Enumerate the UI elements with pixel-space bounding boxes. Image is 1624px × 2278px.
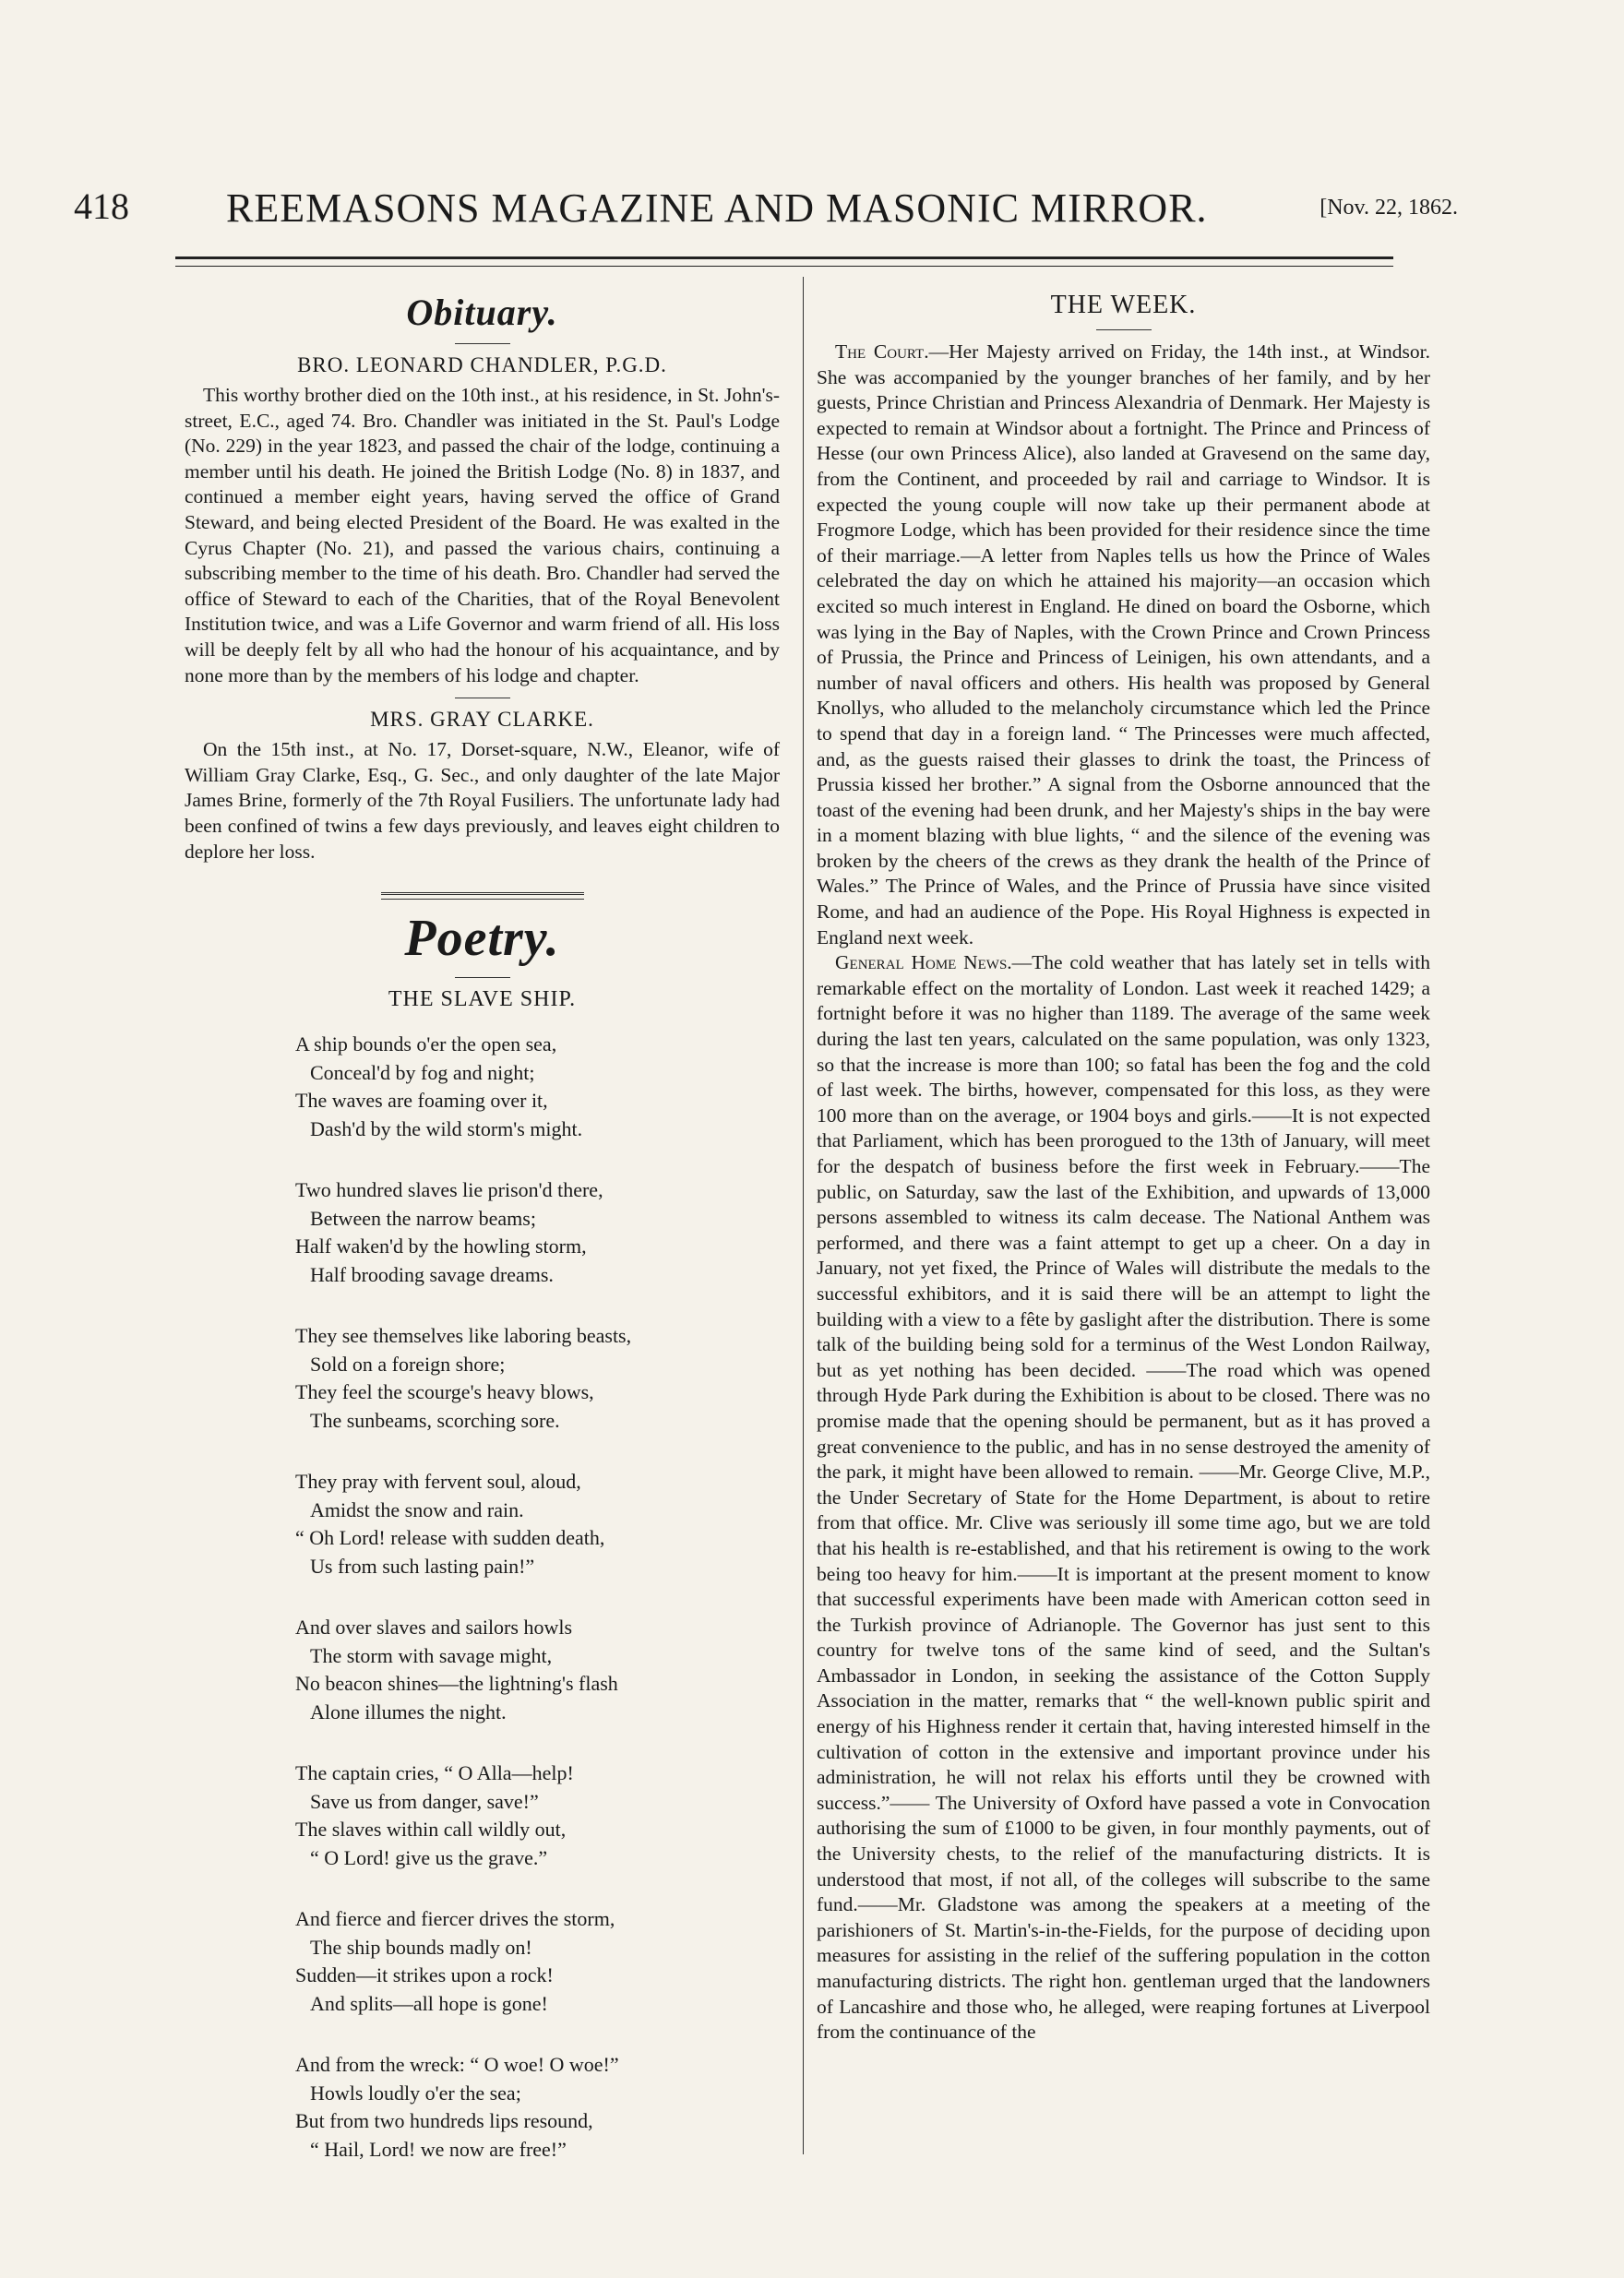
poem-line: They feel the scourge's heavy blows, (295, 1380, 594, 1404)
poem-line: The captain cries, “ O Alla—help! (295, 1761, 574, 1785)
poem-line: And splits—all hope is gone! (310, 1991, 548, 2015)
week-paragraph (817, 340, 1430, 950)
poem-line: They see themselves like laboring beasts, (295, 1324, 632, 1348)
poem-line: Us from such lasting pain!” (310, 1554, 535, 1578)
obituary-text: On the 15th inst., at No. 17, Dorset-square, N.W., Eleanor, wife of William Gray Clarke, Esq., G. Sec., and only daughter of the late Major James Brine, formerly of the 7th Royal Fusiliers. The unfortunate lady had been confined of twins a few days previously, and leaves eight children to deplore her loss. (185, 738, 780, 863)
poem-line: “ O Lord! give us the grave.” (310, 1845, 548, 1869)
poetry-heading: Poetry. (404, 910, 560, 968)
obituary-item (185, 708, 780, 865)
paragraph-text: —Her Majesty arrived on Friday, the 14th inst., at Windsor. She was accompanied by the younger branches of her family, and by her guests, Prince Christian and Princess Alexandria of Denmark. Her Majesty is expected to remain at Windsor about a fortnight. The Prince and Princess of Hesse (our own Princess Alice), also landed at Gravesend on the same day, from the Continent, and proceeded by rail and carriage to Windsor. It is expected the young couple will now take up their permanent abode at Frogmore Lodge, which has been provided for their residence since the time of their marriage.—A letter from Naples tells us how the Prince of Wales celebrated the day on which he attained his majority—an occasion which excited so much interest in England. He dined on board the Osborne, which was lying in the Bay of Naples, with the Crown Prince and Crown Princess of Prussia, the Prince and Princess of Leinigen, his own attendants, and a number of naval officers and others. His health was proposed by General Knollys, who alluded to the melancholy circumstance which led the Prince to spend that day in a foreign land. “ The Princesses were much affected, and, as the guests raised their glasses to drink the toast, the Princess of Prussia kissed her brother.” A signal from the Osborne announced that the toast of the evening had been drunk, and her Majesty's ships in the bay were in a moment blazing with blue lights, “ and the silence of the evening was broken by the cheers of the crews as they drank the health of the Prince of Wales.” The Prince of Wales, and the Prince of Prussia have since visited Rome, and had an audience of the Pope. His Royal Highness is expected in England next week. (817, 340, 1430, 948)
poem-stanza (295, 1176, 780, 1289)
poem-line: Half brooding savage dreams. (310, 1262, 554, 1286)
poem-stanza (295, 1322, 780, 1435)
header-rule-thin (175, 266, 1393, 267)
poem-line: The waves are foaming over it, (295, 1089, 548, 1113)
poem-stanza (295, 1905, 780, 2018)
poem-line: Between the narrow beams; (310, 1206, 536, 1230)
poem-line: Half waken'd by the howling storm, (295, 1234, 587, 1258)
obituary-title: MRS. GRAY CLARKE. (370, 708, 594, 732)
page-number: 418 (74, 185, 129, 227)
header-rule-thick (175, 256, 1393, 259)
week-heading: THE WEEK. (1050, 291, 1197, 319)
poem-line: And from the wreck: “ O woe! O woe!” (295, 2053, 619, 2077)
paragraph-text: —The cold weather that has lately set in tells with remarkable effect on the mortality of London. Last week it reached 1429; a fortnight before it was no higher than 1189. The average of the same week during the last ten years, calculated on the same population, was only 1323, so that the increase is more than 100; so fatal has been the fog and the cold of last week. The births, however, compensated for this loss, as they were 100 more than on the average, or 1904 boys and girls.——It is not expected that Parliament, which has been prorogued to the 13th of January, will meet for the despatch of business before the first week in February.——The public, on Saturday, saw the last of the Exhibition, and upwards of 13,000 persons assembled to witness its calm decease. The National Anthem was performed, and there was a faint attempt to get up a cheer. On a day in January, not yet fixed, the Prince of Wales will distribute the medals to the successful exhibitors, and it is said there will be an attempt to light the building with a view to a fête by gaslight after the distribution. There is some talk of the building being sold for a terminus of the West London Railway, but as yet nothing has been decided. ——The road which was opened through Hyde Park during the Exhibition is about to be closed. There was no promise made that the opening should be permanent, but as it has proved a great convenience to the public, and has in no sense destroyed the amenity of the park, it might have been allowed to remain. ——Mr. George Clive, M.P., the Under Secretary of State for the Home Department, is about to retire from that office. Mr. Clive was seriously ill some time ago, but we are told that his health is re-established, and that his retirement is owing to the work being too heavy for him.——It is important at the present moment to know that successful experiments have been made with American cotton seed in the Turkish province of Adrianople. The Governor has just sent to this country for twelve tons of the same kind of seed, and the Sultan's Ambassador in London, in seeking the assistance of the Cotton Supply Association in the matter, remarks that “ the well-known public spirit and energy of his Highness render it certain that, having interested himself in the cultivation of cotton in the extensive and important province under his administration, he will not relax his efforts until they be crowned with success.”—— The University of Oxford have passed a vote in Convocation authorising the sum of £1000 to be given, in four monthly payments, out of the University chests, to the relief of the manufacturing districts. It is understood that most, if not all, of the colleges will subscribe to the same fund.——Mr. Gladstone was among the speakers at a meeting of the parishioners of St. Martin's-in-the-Fields, for the purpose of deciding upon measures for assisting in the relief of the suffering population in the cotton manufacturing districts. The right hon. gentleman urged that the landowners of Lancashire and those who, he alleged, were reaping fortunes at Liverpool from the continuance of the (817, 951, 1430, 2044)
short-rule (1096, 329, 1152, 330)
obituary-heading: Obituary. (406, 292, 558, 333)
poem-line: A ship bounds o'er the open sea, (295, 1032, 557, 1056)
poem-line: Save us from danger, save!” (310, 1789, 539, 1813)
poem-line: Amidst the snow and rain. (310, 1497, 524, 1521)
section-divider (381, 892, 584, 900)
right-column (817, 281, 1430, 2045)
poem-title: THE SLAVE SHIP. (388, 987, 577, 1012)
issue-date: [Nov. 22, 1862. (1320, 196, 1458, 220)
obituary-item (185, 353, 780, 688)
poem-stanza (295, 2051, 780, 2164)
poem-stanza (295, 1468, 780, 1580)
column-divider (803, 277, 804, 2154)
poem-line: Sudden—it strikes upon a rock! (295, 1963, 554, 1987)
short-rule (455, 343, 510, 344)
poem-line: “ Hail, Lord! we now are free!” (310, 2137, 567, 2161)
poem-line: And over slaves and sailors howls (295, 1616, 573, 1640)
poem-line: Sold on a foreign shore; (310, 1352, 506, 1376)
poem-line: And fierce and fiercer drives the storm, (295, 1907, 615, 1931)
poem-body (185, 1031, 780, 2164)
poem-line: The ship bounds madly on! (310, 1935, 532, 1959)
poem-line: The sunbeams, scorching sore. (310, 1408, 560, 1432)
obituary-title: BRO. LEONARD CHANDLER, P.G.D. (297, 353, 667, 376)
left-column (185, 281, 780, 2197)
poem-line: Alone illumes the night. (310, 1700, 507, 1723)
poem-line: The slaves within call wildly out, (295, 1818, 567, 1842)
obituary-text: This worthy brother died on the 10th inst., at his residence, in St. John's-street, E.C., aged 74. Bro. Chandler was initiated in the St. Paul's Lodge (No. 229) in the year 1823, and passed the chair of the lodge, continuing a member until his death. He joined the British Lodge (No. 8) in 1837, and continued a member eight years, having served the office of Grand Steward, and being elected President of the Board. He was exalted in the Cyrus Chapter (No. 21), and passed the various chairs, continuing a subscribing member to the time of his death. Bro. Chandler had served the office of Steward to each of the Charities, that of the Royal Benevolent Institution twice, and was a Life Governor and warm friend of all. His loss will be deeply felt by all who had the honour of his acquaintance, and by none more than by the members of his lodge and chapter. (185, 384, 780, 686)
poem-line: “ Oh Lord! release with sudden death, (295, 1526, 605, 1550)
poem-line: No beacon shines—the lightning's flash (295, 1672, 618, 1696)
poem-stanza (295, 1759, 780, 1872)
poem-line: But from two hundreds lips resound, (295, 2109, 593, 2133)
short-rule (455, 977, 510, 978)
paragraph-lead: General Home News. (835, 951, 1012, 974)
poem-stanza (295, 1031, 780, 1143)
paragraph-lead: The Court. (835, 340, 929, 363)
poem-line: The storm with savage might, (310, 1643, 553, 1667)
page-header (74, 185, 1458, 249)
poem-line: Dash'd by the wild storm's might. (310, 1116, 583, 1140)
poem-line: Two hundred slaves lie prison'd there, (295, 1178, 603, 1202)
poem-line: They pray with fervent soul, aloud, (295, 1470, 581, 1494)
poem-line: Conceal'd by fog and night; (310, 1060, 535, 1084)
poem-stanza (295, 1614, 780, 1726)
running-title: REEMASONS MAGAZINE AND MASONIC MIRROR. (226, 185, 1208, 231)
week-paragraph (817, 950, 1430, 2045)
poem-line: Howls loudly o'er the sea; (310, 2081, 521, 2105)
